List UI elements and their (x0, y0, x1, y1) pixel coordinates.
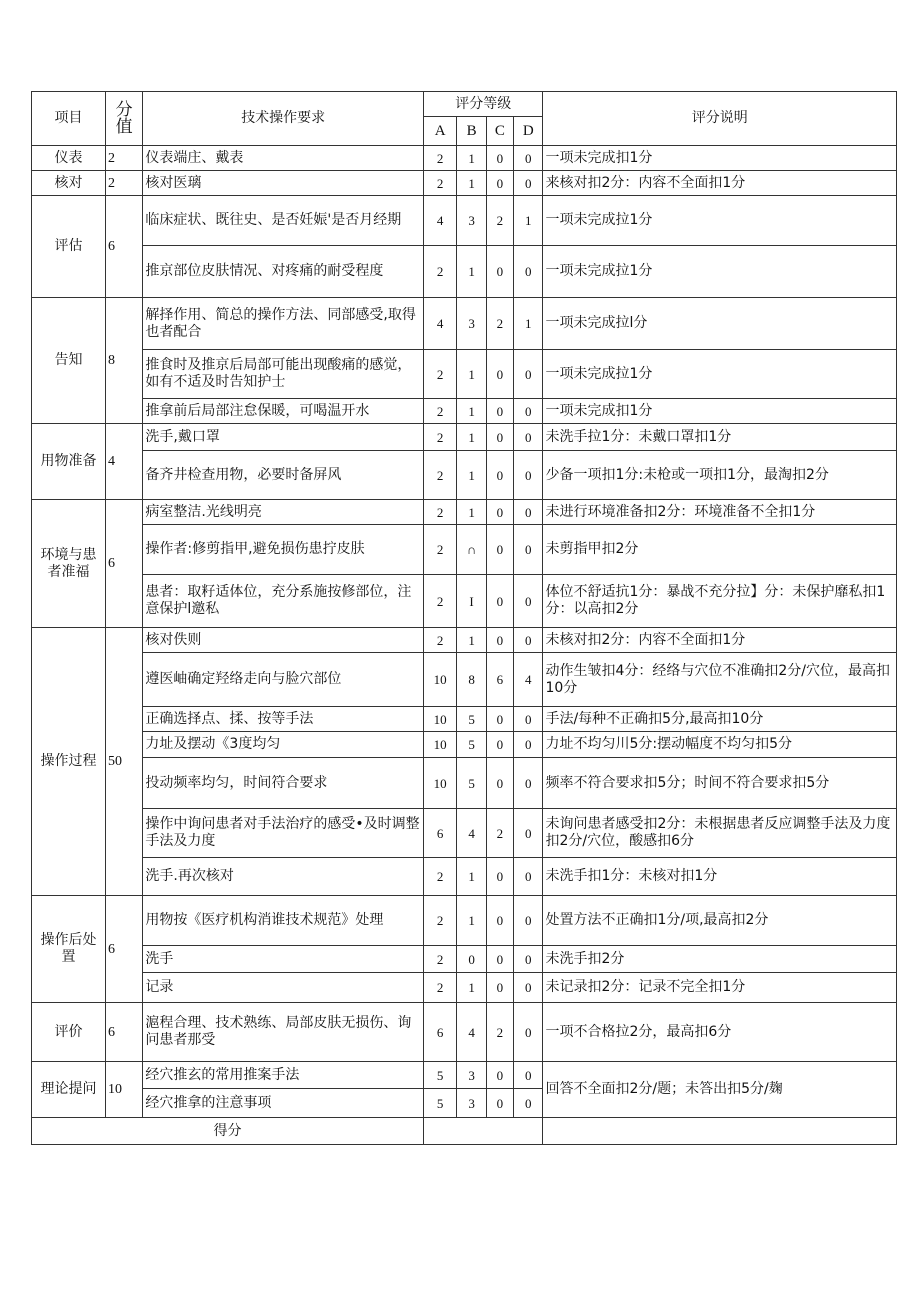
grade-d-cell: 0 (514, 946, 543, 973)
grade-d-cell: 1 (514, 196, 543, 246)
requirement-cell: 核对医璃 (143, 171, 424, 196)
grade-b-cell: 3 (457, 1062, 486, 1089)
grade-d-header: D (514, 117, 543, 146)
table-row (32, 146, 897, 171)
grade-b-cell: 1 (457, 246, 486, 298)
requirement-cell: 投动频率均匀，时间符合要求 (143, 758, 424, 809)
grade-c-cell: 6 (486, 653, 513, 707)
score-cell: 2 (105, 146, 142, 171)
grade-a-cell: 2 (423, 171, 456, 196)
table-row (32, 246, 897, 298)
table-row (32, 628, 897, 653)
header-item: 项目 (32, 92, 106, 146)
note-cell: 一项未完成拉1分 (543, 350, 897, 399)
grade-a-cell: 2 (423, 424, 456, 451)
grade-a-cell: 10 (423, 758, 456, 809)
table-row (32, 653, 897, 707)
grade-b-cell: 4 (457, 809, 486, 858)
grade-b-cell: 1 (457, 973, 486, 1003)
grade-c-cell: 2 (486, 196, 513, 246)
note-cell: 一项未完成拉1分 (543, 196, 897, 246)
grade-c-cell: 0 (486, 575, 513, 628)
grade-a-header: A (423, 117, 456, 146)
grade-b-cell: 3 (457, 298, 486, 350)
requirement-cell: 洗手,戴口罩 (143, 424, 424, 451)
note-cell: 处置方法不正确扣1分/项,最高扣2分 (543, 896, 897, 946)
total-note-cell (543, 1118, 897, 1145)
requirement-cell: 患者：取籽适体位，充分系施按修部位，注意保护l邀私 (143, 575, 424, 628)
grade-d-cell: 0 (514, 758, 543, 809)
grade-d-cell: 0 (514, 973, 543, 1003)
header-row (32, 92, 897, 117)
grade-c-cell: 0 (486, 858, 513, 896)
grade-d-cell: 0 (514, 809, 543, 858)
note-cell: 回答不全面扣2分/题；未答出扣5分/麹 (543, 1062, 897, 1118)
requirement-cell: 用物按《医疗机构消谁技术规范》处理 (143, 896, 424, 946)
score-cell: 6 (105, 1003, 142, 1062)
note-cell: 未询问患者感受扣2分：未根据患者反应调整手法及力度扣2分/穴位，酸感扣6分 (543, 809, 897, 858)
grade-d-cell: 0 (514, 1003, 543, 1062)
item-cell: 评估 (32, 196, 106, 298)
grade-a-cell: 2 (423, 628, 456, 653)
grade-d-cell: 0 (514, 146, 543, 171)
score-cell: 2 (105, 171, 142, 196)
table-row (32, 500, 897, 525)
grade-a-cell: 5 (423, 1089, 456, 1118)
table-body (32, 92, 897, 1145)
requirement-cell: 正确选择点、揉、按等手法 (143, 707, 424, 732)
score-cell: 6 (105, 896, 142, 1003)
grade-b-header: B (457, 117, 486, 146)
grade-b-cell: 1 (457, 350, 486, 399)
item-cell: 评价 (32, 1003, 106, 1062)
table-row (32, 451, 897, 500)
grade-a-cell: 4 (423, 298, 456, 350)
grade-a-cell: 2 (423, 575, 456, 628)
grade-c-cell: 0 (486, 1062, 513, 1089)
grade-a-cell: 6 (423, 809, 456, 858)
score-cell: 50 (105, 628, 142, 896)
note-cell: 未剪指甲扣2分 (543, 525, 897, 575)
grade-c-cell: 0 (486, 500, 513, 525)
grade-c-cell: 0 (486, 707, 513, 732)
grade-c-cell: 0 (486, 399, 513, 424)
grade-c-cell: 0 (486, 171, 513, 196)
grade-c-cell: 0 (486, 973, 513, 1003)
grade-b-cell: 1 (457, 858, 486, 896)
grade-b-cell: 1 (457, 424, 486, 451)
grade-a-cell: 2 (423, 399, 456, 424)
grade-d-cell: 0 (514, 732, 543, 758)
requirement-cell: 仪表端庄、戴表 (143, 146, 424, 171)
note-cell: 一项未完成拉1分 (543, 246, 897, 298)
header-score-bottom: 值 (115, 116, 133, 137)
grade-c-cell: 0 (486, 350, 513, 399)
requirement-cell: 解择作用、简总的操作方法、同部感受,取得也者配合 (143, 298, 424, 350)
score-cell: 8 (105, 298, 142, 424)
item-cell: 核对 (32, 171, 106, 196)
grade-c-cell: 0 (486, 628, 513, 653)
header-score (105, 92, 142, 146)
grade-b-cell: 1 (457, 896, 486, 946)
grade-c-header: C (486, 117, 513, 146)
table-row (32, 1003, 897, 1062)
grade-a-cell: 2 (423, 896, 456, 946)
table-row (32, 707, 897, 732)
table-row (32, 1062, 897, 1089)
grade-b-cell: 0 (457, 946, 486, 973)
note-cell: 手法/每种不正确扣5分,最高扣10分 (543, 707, 897, 732)
grade-a-cell: 2 (423, 146, 456, 171)
grade-a-cell: 10 (423, 732, 456, 758)
grade-c-cell: 0 (486, 758, 513, 809)
grade-d-cell: 0 (514, 350, 543, 399)
grade-a-cell: 2 (423, 525, 456, 575)
requirement-cell: 操作者:修剪指甲,避免损伤患拧皮肤 (143, 525, 424, 575)
table-row (32, 424, 897, 451)
requirement-cell: 操作中询问患者对手法治疗的感受•及时调整手法及力度 (143, 809, 424, 858)
note-cell: 力址不均匀川5分:摆动幅度不均匀扣5分 (543, 732, 897, 758)
header-requirement: 技术操作要求 (143, 92, 424, 146)
score-cell: 6 (105, 500, 142, 628)
grade-c-cell: 0 (486, 946, 513, 973)
note-cell: 来核对扣2分：内容不全面扣1分 (543, 171, 897, 196)
requirement-cell: 核对佚则 (143, 628, 424, 653)
grade-d-cell: 0 (514, 707, 543, 732)
table-row (32, 575, 897, 628)
total-grade-cell (423, 1118, 542, 1145)
item-cell: 告知 (32, 298, 106, 424)
grade-a-cell: 2 (423, 973, 456, 1003)
grade-d-cell: 0 (514, 575, 543, 628)
grade-b-cell: 1 (457, 146, 486, 171)
grade-c-cell: 2 (486, 1003, 513, 1062)
table-row (32, 399, 897, 424)
grade-a-cell: 10 (423, 653, 456, 707)
grade-d-cell: 0 (514, 424, 543, 451)
item-cell: 操作后处置 (32, 896, 106, 1003)
grade-c-cell: 0 (486, 146, 513, 171)
table-row (32, 732, 897, 758)
note-cell: 一项不合格拉2分，最高扣6分 (543, 1003, 897, 1062)
item-cell: 环境与患者准福 (32, 500, 106, 628)
grade-a-cell: 4 (423, 196, 456, 246)
scoring-table (31, 91, 897, 1145)
requirement-cell: 洗手 (143, 946, 424, 973)
grade-a-cell: 2 (423, 946, 456, 973)
requirement-cell: 洗手.再次核对 (143, 858, 424, 896)
requirement-cell: 备齐井检查用物，必要时备屏风 (143, 451, 424, 500)
note-cell: 一项未完成扣1分 (543, 399, 897, 424)
grade-a-cell: 2 (423, 500, 456, 525)
grade-d-cell: 0 (514, 500, 543, 525)
grade-a-cell: 6 (423, 1003, 456, 1062)
grade-b-cell: 1 (457, 399, 486, 424)
grade-a-cell: 2 (423, 350, 456, 399)
grade-d-cell: 0 (514, 858, 543, 896)
grade-c-cell: 2 (486, 809, 513, 858)
grade-a-cell: 2 (423, 451, 456, 500)
grade-d-cell: 0 (514, 1089, 543, 1118)
table-row (32, 298, 897, 350)
table-row (32, 171, 897, 196)
grade-b-cell: 1 (457, 628, 486, 653)
requirement-cell: 经穴推玄的常用推案手法 (143, 1062, 424, 1089)
grade-d-cell: 0 (514, 171, 543, 196)
requirement-cell: 推食时及推京后局部可能出现酸痛的感觉，如有不适及时告知护士 (143, 350, 424, 399)
grade-b-cell: 5 (457, 758, 486, 809)
grade-c-cell: 0 (486, 732, 513, 758)
note-cell: 动作生皱扣4分：经络与穴位不准确扣2分/穴位，最高扣10分 (543, 653, 897, 707)
grade-d-cell: 1 (514, 298, 543, 350)
requirement-cell: 滬程合理、技术熟练、局部皮肤无损伤、询问患者那受 (143, 1003, 424, 1062)
note-cell: 未进行环境准备扣2分：环境准备不全扣1分 (543, 500, 897, 525)
grade-d-cell: 0 (514, 896, 543, 946)
requirement-cell: 推京部位皮肤情况、对疼痛的耐受程度 (143, 246, 424, 298)
grade-b-cell: 3 (457, 196, 486, 246)
note-cell: 少备一项扣1分:未枪或一项扣1分，最淘扣2分 (543, 451, 897, 500)
table-row (32, 973, 897, 1003)
item-cell: 用物准备 (32, 424, 106, 500)
grade-d-cell: 4 (514, 653, 543, 707)
table-row (32, 896, 897, 946)
note-cell: 体位不舒适抗1分：暴战不充分拉】分：未保护靡私扣1分：以高扣2分 (543, 575, 897, 628)
table-row (32, 858, 897, 896)
grade-c-cell: 0 (486, 1089, 513, 1118)
grade-d-cell: 0 (514, 628, 543, 653)
note-cell: 未洗手扣2分 (543, 946, 897, 973)
score-cell: 6 (105, 196, 142, 298)
requirement-cell: 病室整洁.光线明亮 (143, 500, 424, 525)
grade-a-cell: 2 (423, 858, 456, 896)
grade-b-cell: 1 (457, 451, 486, 500)
grade-d-cell: 0 (514, 399, 543, 424)
grade-b-cell: 1 (457, 171, 486, 196)
header-score-top: 分 (115, 99, 133, 120)
grade-a-cell: 10 (423, 707, 456, 732)
note-cell: 未洗手扣1分：未核对扣1分 (543, 858, 897, 896)
grade-b-cell: ∩ (457, 525, 486, 575)
grade-b-cell: 5 (457, 707, 486, 732)
score-cell: 10 (105, 1062, 142, 1118)
grade-c-cell: 2 (486, 298, 513, 350)
table-row (32, 946, 897, 973)
requirement-cell: 临床症状、既往史、是否妊娠'是否月经期 (143, 196, 424, 246)
header-grade: 评分等级 (423, 92, 542, 117)
table-row (32, 525, 897, 575)
grade-d-cell: 0 (514, 525, 543, 575)
note-cell: 一项未完成扣1分 (543, 146, 897, 171)
requirement-cell: 力址及摆动《3度均匀 (143, 732, 424, 758)
grade-c-cell: 0 (486, 451, 513, 500)
grade-d-cell: 0 (514, 246, 543, 298)
table-row (32, 350, 897, 399)
requirement-cell: 遵医岫确定羟络走向与脸穴部位 (143, 653, 424, 707)
grade-d-cell: 0 (514, 1062, 543, 1089)
total-label: 得分 (32, 1118, 424, 1145)
note-cell: 一项未完成拉l分 (543, 298, 897, 350)
note-cell: 频率不符合要求扣5分；时间不符合要求扣5分 (543, 758, 897, 809)
grade-b-cell: 1 (457, 500, 486, 525)
grade-c-cell: 0 (486, 424, 513, 451)
requirement-cell: 推拿前后局部注怠保暖，可喝温开水 (143, 399, 424, 424)
note-cell: 未洗手拉1分：未戴口罩扣1分 (543, 424, 897, 451)
note-cell: 未记录扣2分：记录不完全扣1分 (543, 973, 897, 1003)
grade-b-cell: 4 (457, 1003, 486, 1062)
item-cell: 仪表 (32, 146, 106, 171)
table-row (32, 758, 897, 809)
header-note: 评分说明 (543, 92, 897, 146)
requirement-cell: 经穴推拿的注意事项 (143, 1089, 424, 1118)
grade-d-cell: 0 (514, 451, 543, 500)
grade-b-cell: 3 (457, 1089, 486, 1118)
grade-a-cell: 2 (423, 246, 456, 298)
total-row (32, 1118, 897, 1145)
table-row (32, 809, 897, 858)
item-cell: 操作过程 (32, 628, 106, 896)
score-cell: 4 (105, 424, 142, 500)
grade-b-cell: I (457, 575, 486, 628)
grade-c-cell: 0 (486, 896, 513, 946)
grade-c-cell: 0 (486, 246, 513, 298)
grade-b-cell: 8 (457, 653, 486, 707)
grade-b-cell: 5 (457, 732, 486, 758)
grade-a-cell: 5 (423, 1062, 456, 1089)
grade-c-cell: 0 (486, 525, 513, 575)
requirement-cell: 记录 (143, 973, 424, 1003)
item-cell: 理论提问 (32, 1062, 106, 1118)
note-cell: 未核对扣2分：内容不全面扣1分 (543, 628, 897, 653)
table-row (32, 196, 897, 246)
